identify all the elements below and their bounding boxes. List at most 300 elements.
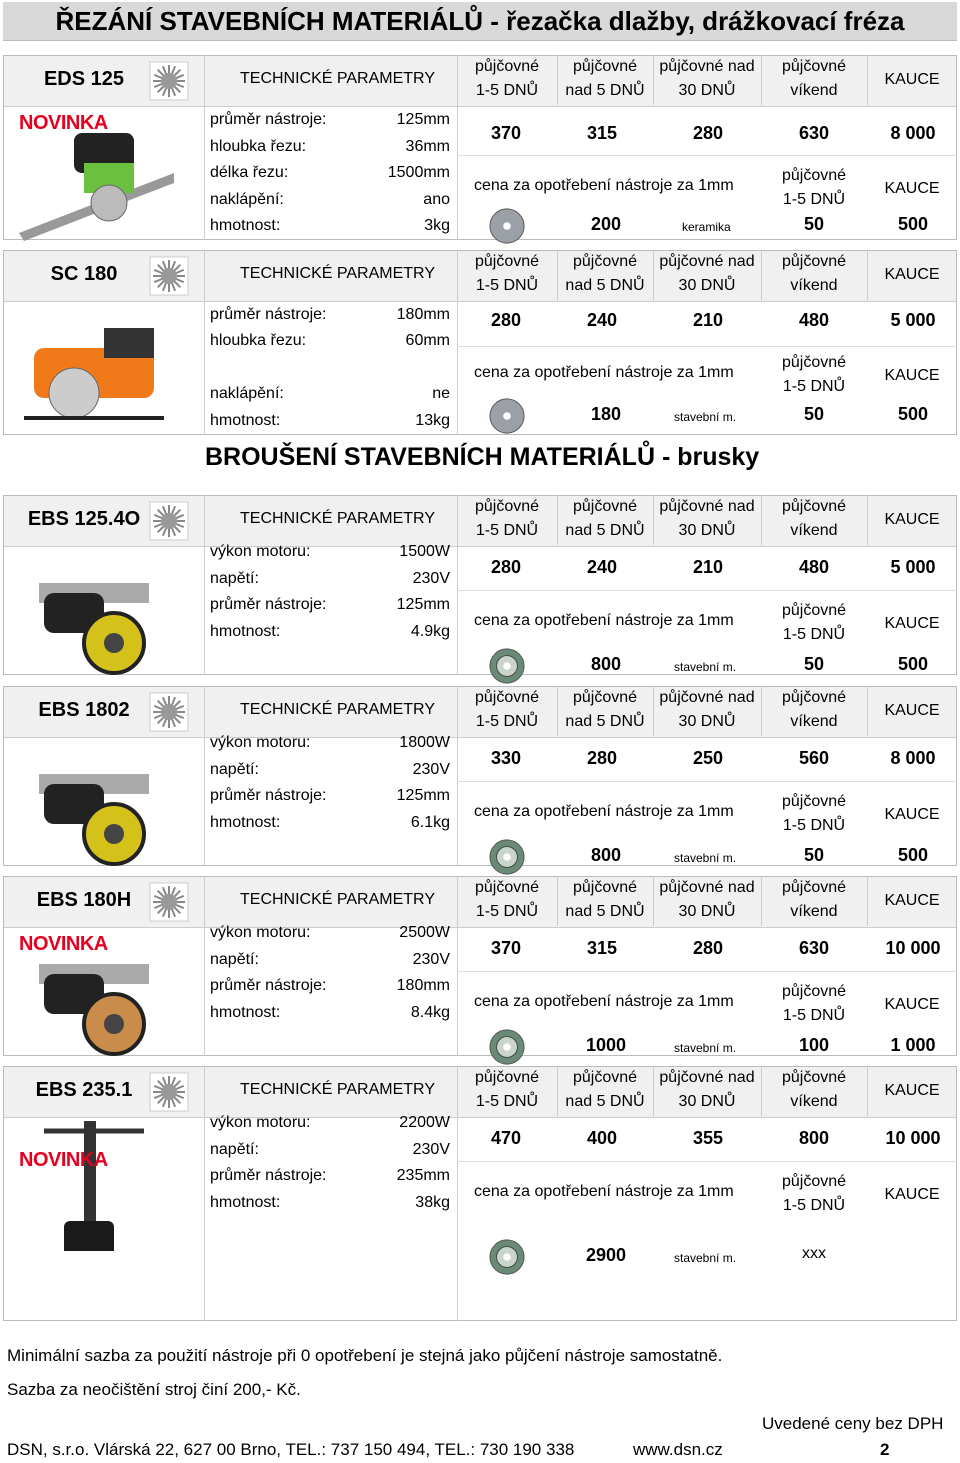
wear-rental-header xyxy=(761,351,867,399)
row-separator xyxy=(457,155,957,156)
spec-label: hloubka řezu: xyxy=(210,332,307,349)
rental-price: 5 000 xyxy=(890,557,936,577)
product-block xyxy=(3,495,957,675)
rental-price: 630 xyxy=(798,123,830,143)
spec-value: 230V xyxy=(412,569,450,587)
rental-period-header xyxy=(557,55,653,103)
spec-row xyxy=(210,138,450,160)
tech-params-label: TECHNICKÉ PARAMETRY xyxy=(240,265,435,282)
wear-kauce-value: 500 xyxy=(897,654,929,674)
product-block xyxy=(3,250,957,435)
rental-header-line1: půjčovné xyxy=(572,253,638,270)
product-block xyxy=(3,55,957,240)
rental-header-line1: půjčovné nad xyxy=(659,58,755,75)
rental-price: 480 xyxy=(798,557,830,577)
spec-label: naklápění: xyxy=(210,385,284,402)
column-divider xyxy=(867,495,868,545)
spec-row xyxy=(210,787,450,809)
rental-price: 5 000 xyxy=(890,310,936,330)
wear-kauce-header: KAUCE xyxy=(884,615,940,632)
spec-row xyxy=(210,1114,450,1136)
rental-period-header xyxy=(457,686,557,734)
rental-header-line1: půjčovné xyxy=(781,1069,847,1086)
rental-period-header xyxy=(457,55,557,103)
rental-price: 355 xyxy=(692,1128,724,1148)
footer-note-cleaning: Sazba za neočištění stroj činí 200,- Kč. xyxy=(7,1380,301,1399)
column-divider xyxy=(557,250,558,300)
spec-label: hmotnost: xyxy=(210,217,281,234)
column-divider xyxy=(867,55,868,105)
kauce-header: KAUCE xyxy=(884,892,940,909)
rental-period-header xyxy=(653,1066,761,1114)
wear-price-per-mm: 180 xyxy=(590,404,622,424)
wear-price-per-mm: 200 xyxy=(590,214,622,234)
rental-header-line2: víkend xyxy=(790,713,838,730)
wear-kauce-header: KAUCE xyxy=(884,806,940,823)
blade-material: stavební m. xyxy=(674,1041,737,1055)
spec-row xyxy=(210,734,450,756)
wear-price-per-mm: 800 xyxy=(590,845,622,865)
wear-kauce-header: KAUCE xyxy=(884,180,940,197)
column-divider xyxy=(204,876,205,1056)
rental-price: 10 000 xyxy=(885,1128,941,1148)
footer-page-number: 2 xyxy=(880,1440,890,1459)
spec-label: hmotnost: xyxy=(210,1003,281,1021)
spec-value: 2500W xyxy=(399,924,450,941)
column-divider xyxy=(867,686,868,736)
wear-rental-price: 50 xyxy=(803,845,825,865)
rental-header-line1: půjčovné xyxy=(474,1069,540,1086)
column-divider xyxy=(557,876,558,926)
rental-price: 280 xyxy=(692,938,724,958)
rental-header-line1: půjčovné nad xyxy=(659,1069,755,1086)
wear-rental-header xyxy=(761,790,867,838)
product-model-name: SC 180 xyxy=(50,263,118,285)
spec-row xyxy=(210,951,450,973)
section-title-grinding: BROUŠENÍ STAVEBNÍCH MATERIÁLŮ - brusky xyxy=(205,443,760,471)
spec-value: 125mm xyxy=(396,111,450,128)
column-divider xyxy=(653,495,654,545)
spec-value: 235mm xyxy=(396,1167,450,1184)
column-divider xyxy=(653,686,654,736)
spec-label: průměr nástroje: xyxy=(210,111,327,128)
spec-label: hmotnost: xyxy=(210,622,281,640)
column-divider xyxy=(204,250,205,435)
wear-price-label: cena za opotřebení nástroje za 1mm xyxy=(474,612,734,629)
kauce-header: KAUCE xyxy=(884,702,940,719)
wear-header-line1: půjčovné xyxy=(781,602,847,619)
wear-header-line1: půjčovné xyxy=(781,793,847,810)
rental-header-line2: nad 5 DNŮ xyxy=(565,522,645,539)
rental-period-header xyxy=(457,250,557,298)
column-divider xyxy=(761,250,762,300)
spec-row xyxy=(210,385,450,407)
rental-period-header xyxy=(653,250,761,298)
cup-wheel-icon xyxy=(488,1238,526,1276)
wear-rental-header xyxy=(761,599,867,647)
rental-header-line1: půjčovné nad xyxy=(659,879,755,896)
cup-wheel-icon xyxy=(488,1028,526,1066)
row-separator xyxy=(457,590,957,591)
spec-row xyxy=(210,1167,450,1189)
spec-label: délka řezu: xyxy=(210,164,289,181)
spec-label: průměr nástroje: xyxy=(210,977,327,994)
wear-price-label: cena za opotřebení nástroje za 1mm xyxy=(474,364,734,381)
column-divider xyxy=(761,55,762,105)
spec-row xyxy=(210,1004,450,1026)
spec-row xyxy=(210,111,450,133)
product-photo xyxy=(14,308,174,433)
spec-label: průměr nástroje: xyxy=(210,1167,327,1184)
rental-header-line1: půjčovné xyxy=(474,58,540,75)
rental-period-header xyxy=(653,495,761,543)
rental-header-line1: půjčovné xyxy=(572,498,638,515)
column-divider xyxy=(457,876,458,1056)
rental-price: 8 000 xyxy=(890,748,936,768)
column-divider xyxy=(457,495,458,675)
blade-material: stavební m. xyxy=(674,1251,737,1265)
wear-kauce-value: 1 000 xyxy=(890,1035,936,1055)
column-divider xyxy=(761,686,762,736)
product-photo xyxy=(14,553,174,678)
rental-period-header xyxy=(761,55,867,103)
sparkle-gear-icon xyxy=(149,1072,189,1112)
rental-header-line1: půjčovné xyxy=(781,253,847,270)
column-divider xyxy=(457,686,458,866)
diamond-blade-icon xyxy=(488,397,526,435)
spec-label: naklápění: xyxy=(210,190,284,208)
rental-period-header xyxy=(557,250,653,298)
sparkle-gear-icon xyxy=(149,882,189,922)
rental-price: 800 xyxy=(798,1128,830,1148)
product-block xyxy=(3,686,957,866)
wear-rental-price: 50 xyxy=(803,404,825,424)
rental-price: 280 xyxy=(490,557,522,577)
rental-header-line2: 30 DNŮ xyxy=(678,713,736,730)
wear-header-line2: 1-5 DNŮ xyxy=(782,817,846,834)
rental-header-line2: víkend xyxy=(790,522,838,539)
spec-value: 8.4kg xyxy=(410,1003,450,1021)
wear-header-line1: půjčovné xyxy=(781,354,847,371)
column-divider xyxy=(204,686,205,866)
blade-material: stavební m. xyxy=(674,660,737,674)
column-divider xyxy=(867,876,868,926)
spec-row xyxy=(210,1141,450,1163)
spec-label: výkon motoru: xyxy=(210,924,311,941)
spec-label: hmotnost: xyxy=(210,1193,281,1211)
new-product-badge: NOVINKA xyxy=(19,112,108,134)
column-divider xyxy=(457,55,458,240)
wear-header-line1: půjčovné xyxy=(781,983,847,1000)
rental-period-header xyxy=(761,876,867,924)
row-separator xyxy=(457,346,957,347)
rental-header-line1: půjčovné xyxy=(781,58,847,75)
wear-header-line1: půjčovné xyxy=(781,1173,847,1190)
rental-price: 210 xyxy=(692,310,724,330)
rental-period-header xyxy=(761,1066,867,1114)
wear-header-line1: půjčovné xyxy=(781,167,847,184)
rental-price: 560 xyxy=(798,748,830,768)
spec-row xyxy=(210,1194,450,1216)
spec-value: 3kg xyxy=(424,217,450,234)
footer-vat-note: Uvedené ceny bez DPH xyxy=(762,1414,944,1433)
cup-wheel-icon xyxy=(488,647,526,685)
rental-header-line1: půjčovné xyxy=(474,689,540,706)
rental-header-line1: půjčovné xyxy=(781,498,847,515)
wear-price-label: cena za opotřebení nástroje za 1mm xyxy=(474,177,734,194)
rental-header-line1: půjčovné xyxy=(781,689,847,706)
rental-header-line1: půjčovné xyxy=(781,879,847,896)
spec-label: hmotnost: xyxy=(210,412,281,429)
spec-label: hloubka řezu: xyxy=(210,137,307,155)
spec-value: 13kg xyxy=(415,412,450,429)
kauce-header: KAUCE xyxy=(884,511,940,528)
spec-value: 38kg xyxy=(415,1193,450,1211)
spec-value: 6.1kg xyxy=(410,813,450,831)
rental-header-line1: půjčovné xyxy=(572,689,638,706)
wear-rental-price: 50 xyxy=(803,214,825,234)
wear-rental-header xyxy=(761,164,867,212)
product-model-name: EDS 125 xyxy=(43,68,125,90)
blade-material: stavební m. xyxy=(674,410,737,424)
spec-row xyxy=(210,332,450,354)
spec-row xyxy=(210,924,450,946)
row-separator xyxy=(457,781,957,782)
spec-label: výkon motoru: xyxy=(210,543,311,560)
rental-price: 330 xyxy=(490,748,522,768)
wear-header-line2: 1-5 DNŮ xyxy=(782,1007,846,1024)
footer-web-link[interactable]: www.dsn.cz xyxy=(633,1440,723,1459)
blade-material: stavební m. xyxy=(674,851,737,865)
rental-header-line2: nad 5 DNŮ xyxy=(565,277,645,294)
wear-price-label: cena za opotřebení nástroje za 1mm xyxy=(474,803,734,820)
wear-header-line2: 1-5 DNŮ xyxy=(782,626,846,643)
blade-material: keramika xyxy=(682,220,731,234)
rental-price: 315 xyxy=(586,938,618,958)
rental-price: 280 xyxy=(586,748,618,768)
tech-params-label: TECHNICKÉ PARAMETRY xyxy=(240,1081,435,1098)
rental-header-line2: 30 DNŮ xyxy=(678,903,736,920)
rental-header-line2: nad 5 DNŮ xyxy=(565,713,645,730)
rental-price: 400 xyxy=(586,1128,618,1148)
spec-row xyxy=(210,814,450,836)
spec-label: průměr nástroje: xyxy=(210,596,327,613)
column-divider xyxy=(653,55,654,105)
column-divider xyxy=(557,686,558,736)
rental-period-header xyxy=(653,55,761,103)
wear-price-per-mm: 800 xyxy=(590,654,622,674)
rental-header-line2: víkend xyxy=(790,1093,838,1110)
rental-price: 8 000 xyxy=(890,123,936,143)
spec-value: ano xyxy=(423,190,450,208)
rental-header-line2: 1-5 DNŮ xyxy=(475,903,539,920)
sparkle-gear-icon xyxy=(149,61,189,101)
product-model-name: EBS 235.1 xyxy=(35,1079,133,1101)
column-divider xyxy=(557,495,558,545)
column-divider xyxy=(457,1066,458,1321)
wear-rental-price: xxx xyxy=(802,1245,826,1262)
product-model-name: EBS 1802 xyxy=(38,699,130,721)
spec-value: 4.9kg xyxy=(410,622,450,640)
rental-price: 630 xyxy=(798,938,830,958)
spec-label: napětí: xyxy=(210,760,259,778)
spec-row xyxy=(210,217,450,239)
rental-header-line2: nad 5 DNŮ xyxy=(565,1093,645,1110)
rental-period-header xyxy=(557,1066,653,1114)
product-model-name: EBS 180H xyxy=(36,889,132,911)
column-divider xyxy=(867,250,868,300)
spec-value: 125mm xyxy=(396,787,450,804)
column-divider xyxy=(653,250,654,300)
wear-header-line2: 1-5 DNŮ xyxy=(782,191,846,208)
wear-price-per-mm: 1000 xyxy=(585,1035,627,1055)
rental-header-line2: 30 DNŮ xyxy=(678,82,736,99)
spec-label: výkon motoru: xyxy=(210,734,311,751)
wear-header-line2: 1-5 DNŮ xyxy=(782,378,846,395)
diamond-blade-icon xyxy=(488,207,526,245)
rental-header-line1: půjčovné nad xyxy=(659,689,755,706)
rental-period-header xyxy=(557,686,653,734)
spec-label: průměr nástroje: xyxy=(210,306,327,323)
wear-price-label: cena za opotřebení nástroje za 1mm xyxy=(474,1183,734,1200)
spec-row xyxy=(210,543,450,565)
rental-header-line2: víkend xyxy=(790,82,838,99)
spec-row xyxy=(210,977,450,999)
spec-row xyxy=(210,306,450,328)
rental-period-header xyxy=(653,876,761,924)
rental-period-header xyxy=(457,876,557,924)
column-divider xyxy=(557,55,558,105)
rental-price: 250 xyxy=(692,748,724,768)
column-divider xyxy=(204,1066,205,1321)
rental-header-line1: půjčovné xyxy=(474,498,540,515)
rental-price: 240 xyxy=(586,310,618,330)
rental-header-line2: víkend xyxy=(790,903,838,920)
rental-period-header xyxy=(457,1066,557,1114)
spec-value: 1800W xyxy=(399,734,450,751)
rental-header-line1: půjčovné xyxy=(572,58,638,75)
wear-kauce-value: 500 xyxy=(897,404,929,424)
rental-period-header xyxy=(761,686,867,734)
product-photo xyxy=(14,744,174,869)
rental-header-line2: víkend xyxy=(790,277,838,294)
spec-row xyxy=(210,623,450,645)
spec-label: napětí: xyxy=(210,950,259,968)
rental-price: 370 xyxy=(490,938,522,958)
rental-header-line2: 1-5 DNŮ xyxy=(475,522,539,539)
rental-period-header xyxy=(653,686,761,734)
wear-rental-header xyxy=(761,980,867,1028)
wear-kauce-header: KAUCE xyxy=(884,1186,940,1203)
spec-row xyxy=(210,596,450,618)
new-product-badge: NOVINKA xyxy=(19,1149,108,1171)
rental-header-line2: 30 DNŮ xyxy=(678,1093,736,1110)
spec-value: 60mm xyxy=(405,332,450,349)
product-model-name: EBS 125.4O xyxy=(27,508,141,530)
spec-label: napětí: xyxy=(210,1140,259,1158)
rental-header-line1: půjčovné xyxy=(474,879,540,896)
wear-price-label: cena za opotřebení nástroje za 1mm xyxy=(474,993,734,1010)
rental-header-line1: půjčovné xyxy=(474,253,540,270)
rental-period-header xyxy=(557,495,653,543)
wear-price-per-mm: 2900 xyxy=(585,1245,627,1265)
rental-price: 280 xyxy=(692,123,724,143)
spec-row xyxy=(210,191,450,213)
wear-rental-price: 100 xyxy=(798,1035,830,1055)
spec-value: 230V xyxy=(412,760,450,778)
rental-header-line2: nad 5 DNŮ xyxy=(565,82,645,99)
spec-label: průměr nástroje: xyxy=(210,787,327,804)
rental-header-line2: 30 DNŮ xyxy=(678,277,736,294)
column-divider xyxy=(867,1066,868,1116)
column-divider xyxy=(761,1066,762,1116)
column-divider xyxy=(761,495,762,545)
rental-price: 280 xyxy=(490,310,522,330)
spec-value: 2200W xyxy=(399,1114,450,1131)
wear-header-line2: 1-5 DNŮ xyxy=(782,1197,846,1214)
rental-header-line1: půjčovné nad xyxy=(659,253,755,270)
rental-price: 470 xyxy=(490,1128,522,1148)
spec-row xyxy=(210,164,450,186)
wear-kauce-header: KAUCE xyxy=(884,996,940,1013)
tech-params-label: TECHNICKÉ PARAMETRY xyxy=(240,510,435,527)
rental-period-header xyxy=(457,495,557,543)
row-separator xyxy=(457,1161,957,1162)
rental-header-line1: půjčovné xyxy=(572,1069,638,1086)
rental-price: 315 xyxy=(586,123,618,143)
kauce-header: KAUCE xyxy=(884,1082,940,1099)
column-divider xyxy=(557,1066,558,1116)
page-title: ŘEZÁNÍ STAVEBNÍCH MATERIÁLŮ - řezačka dlažby, drážkovací fréza xyxy=(3,2,957,41)
wear-kauce-header: KAUCE xyxy=(884,367,940,384)
spec-value: 230V xyxy=(412,950,450,968)
column-divider xyxy=(653,876,654,926)
spec-value: 36mm xyxy=(405,137,450,155)
rental-price: 10 000 xyxy=(885,938,941,958)
rental-header-line1: půjčovné xyxy=(572,879,638,896)
tech-params-label: TECHNICKÉ PARAMETRY xyxy=(240,891,435,908)
spec-value: 125mm xyxy=(396,596,450,613)
rental-header-line2: 1-5 DNŮ xyxy=(475,277,539,294)
spec-label: výkon motoru: xyxy=(210,1114,311,1131)
spec-label: hmotnost: xyxy=(210,813,281,831)
rental-header-line2: 1-5 DNŮ xyxy=(475,82,539,99)
rental-price: 240 xyxy=(586,557,618,577)
sparkle-gear-icon xyxy=(149,501,189,541)
spec-row xyxy=(210,570,450,592)
spec-value: 1500mm xyxy=(387,164,450,181)
spec-value: 1500W xyxy=(399,543,450,560)
spec-label: napětí: xyxy=(210,569,259,587)
rental-period-header xyxy=(761,495,867,543)
wear-kauce-value: 500 xyxy=(897,214,929,234)
rental-header-line2: nad 5 DNŮ xyxy=(565,903,645,920)
spec-row xyxy=(210,761,450,783)
column-divider xyxy=(204,55,205,240)
rental-header-line1: půjčovné nad xyxy=(659,498,755,515)
wear-rental-header xyxy=(761,1170,867,1218)
rental-period-header xyxy=(557,876,653,924)
row-separator xyxy=(457,971,957,972)
new-product-badge: NOVINKA xyxy=(19,933,108,955)
rental-header-line2: 1-5 DNŮ xyxy=(475,713,539,730)
sparkle-gear-icon xyxy=(149,256,189,296)
footer-note-min-rate: Minimální sazba za použití nástroje při 0 opotřebení je stejná jako půjčení nástroje samostatně. xyxy=(7,1346,723,1365)
rental-price: 210 xyxy=(692,557,724,577)
column-divider xyxy=(457,250,458,435)
rental-price: 480 xyxy=(798,310,830,330)
wear-rental-price: 50 xyxy=(803,654,825,674)
